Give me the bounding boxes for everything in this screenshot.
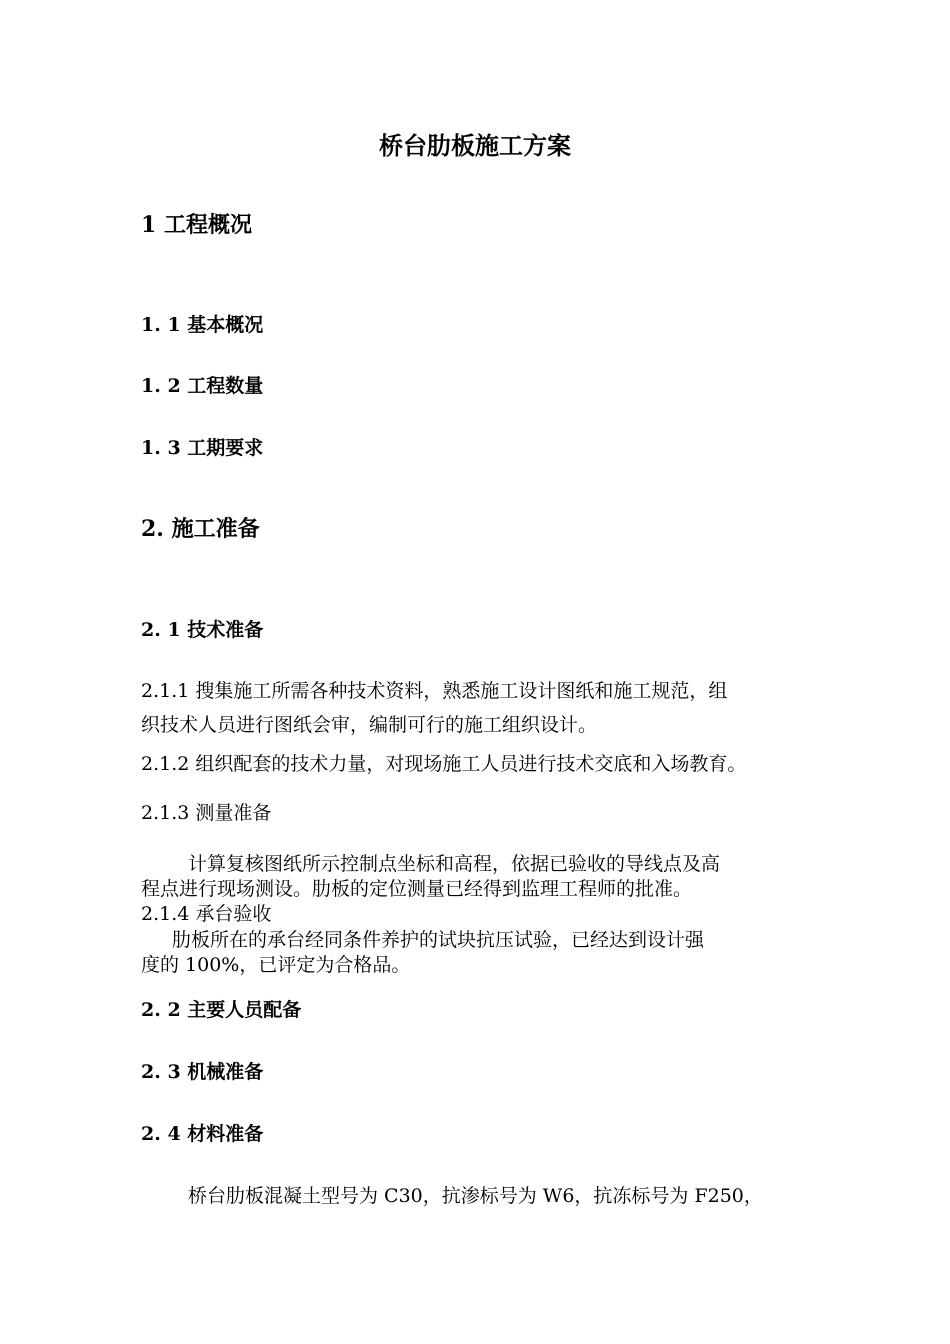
section-heading-1: 1 工程概况 bbox=[141, 212, 252, 238]
document-title: 桥台肋板施工方案 bbox=[379, 131, 571, 160]
section-heading-1-1: 1. 1 基本概况 bbox=[141, 314, 264, 336]
section-heading-2-4: 2. 4 材料准备 bbox=[141, 1123, 264, 1145]
section-heading-1-2: 1. 2 工程数量 bbox=[141, 375, 264, 397]
paragraph-2-1-1-line-1: 2.1.1 搜集施工所需各种技术资料，熟悉施工设计图纸和施工规范，组 bbox=[141, 680, 728, 702]
paragraph-2-1-3-line-1: 计算复核图纸所示控制点坐标和高程，依据已验收的导线点及高 bbox=[188, 853, 721, 875]
paragraph-2-1-3-heading: 2.1.3 测量准备 bbox=[141, 802, 272, 824]
paragraph-2-1-4-line-1: 肋板所在的承台经同条件养护的试块抗压试验，已经达到设计强 bbox=[172, 929, 705, 951]
paragraph-2-4-line-1: 桥台肋板混凝土型号为 C30，抗渗标号为 W6，抗冻标号为 F250， bbox=[188, 1185, 763, 1207]
section-heading-2-1: 2. 1 技术准备 bbox=[141, 619, 264, 641]
section-heading-2-2: 2. 2 主要人员配备 bbox=[141, 999, 302, 1021]
paragraph-2-1-4-heading: 2.1.4 承台验收 bbox=[141, 903, 272, 925]
paragraph-2-1-2: 2.1.2 组织配套的技术力量，对现场施工人员进行技术交底和入场教育。 bbox=[141, 753, 747, 775]
section-heading-2-3: 2. 3 机械准备 bbox=[141, 1061, 264, 1083]
section-heading-2: 2. 施工准备 bbox=[141, 516, 260, 542]
paragraph-2-1-4-line-2: 度的 100%，已评定为合格品。 bbox=[141, 954, 411, 976]
paragraph-2-1-3-line-2: 程点进行现场测设。肋板的定位测量已经得到监理工程师的批准。 bbox=[141, 878, 693, 900]
paragraph-2-1-1-line-2: 织技术人员进行图纸会审，编制可行的施工组织设计。 bbox=[141, 714, 598, 736]
section-heading-1-3: 1. 3 工期要求 bbox=[141, 437, 264, 459]
